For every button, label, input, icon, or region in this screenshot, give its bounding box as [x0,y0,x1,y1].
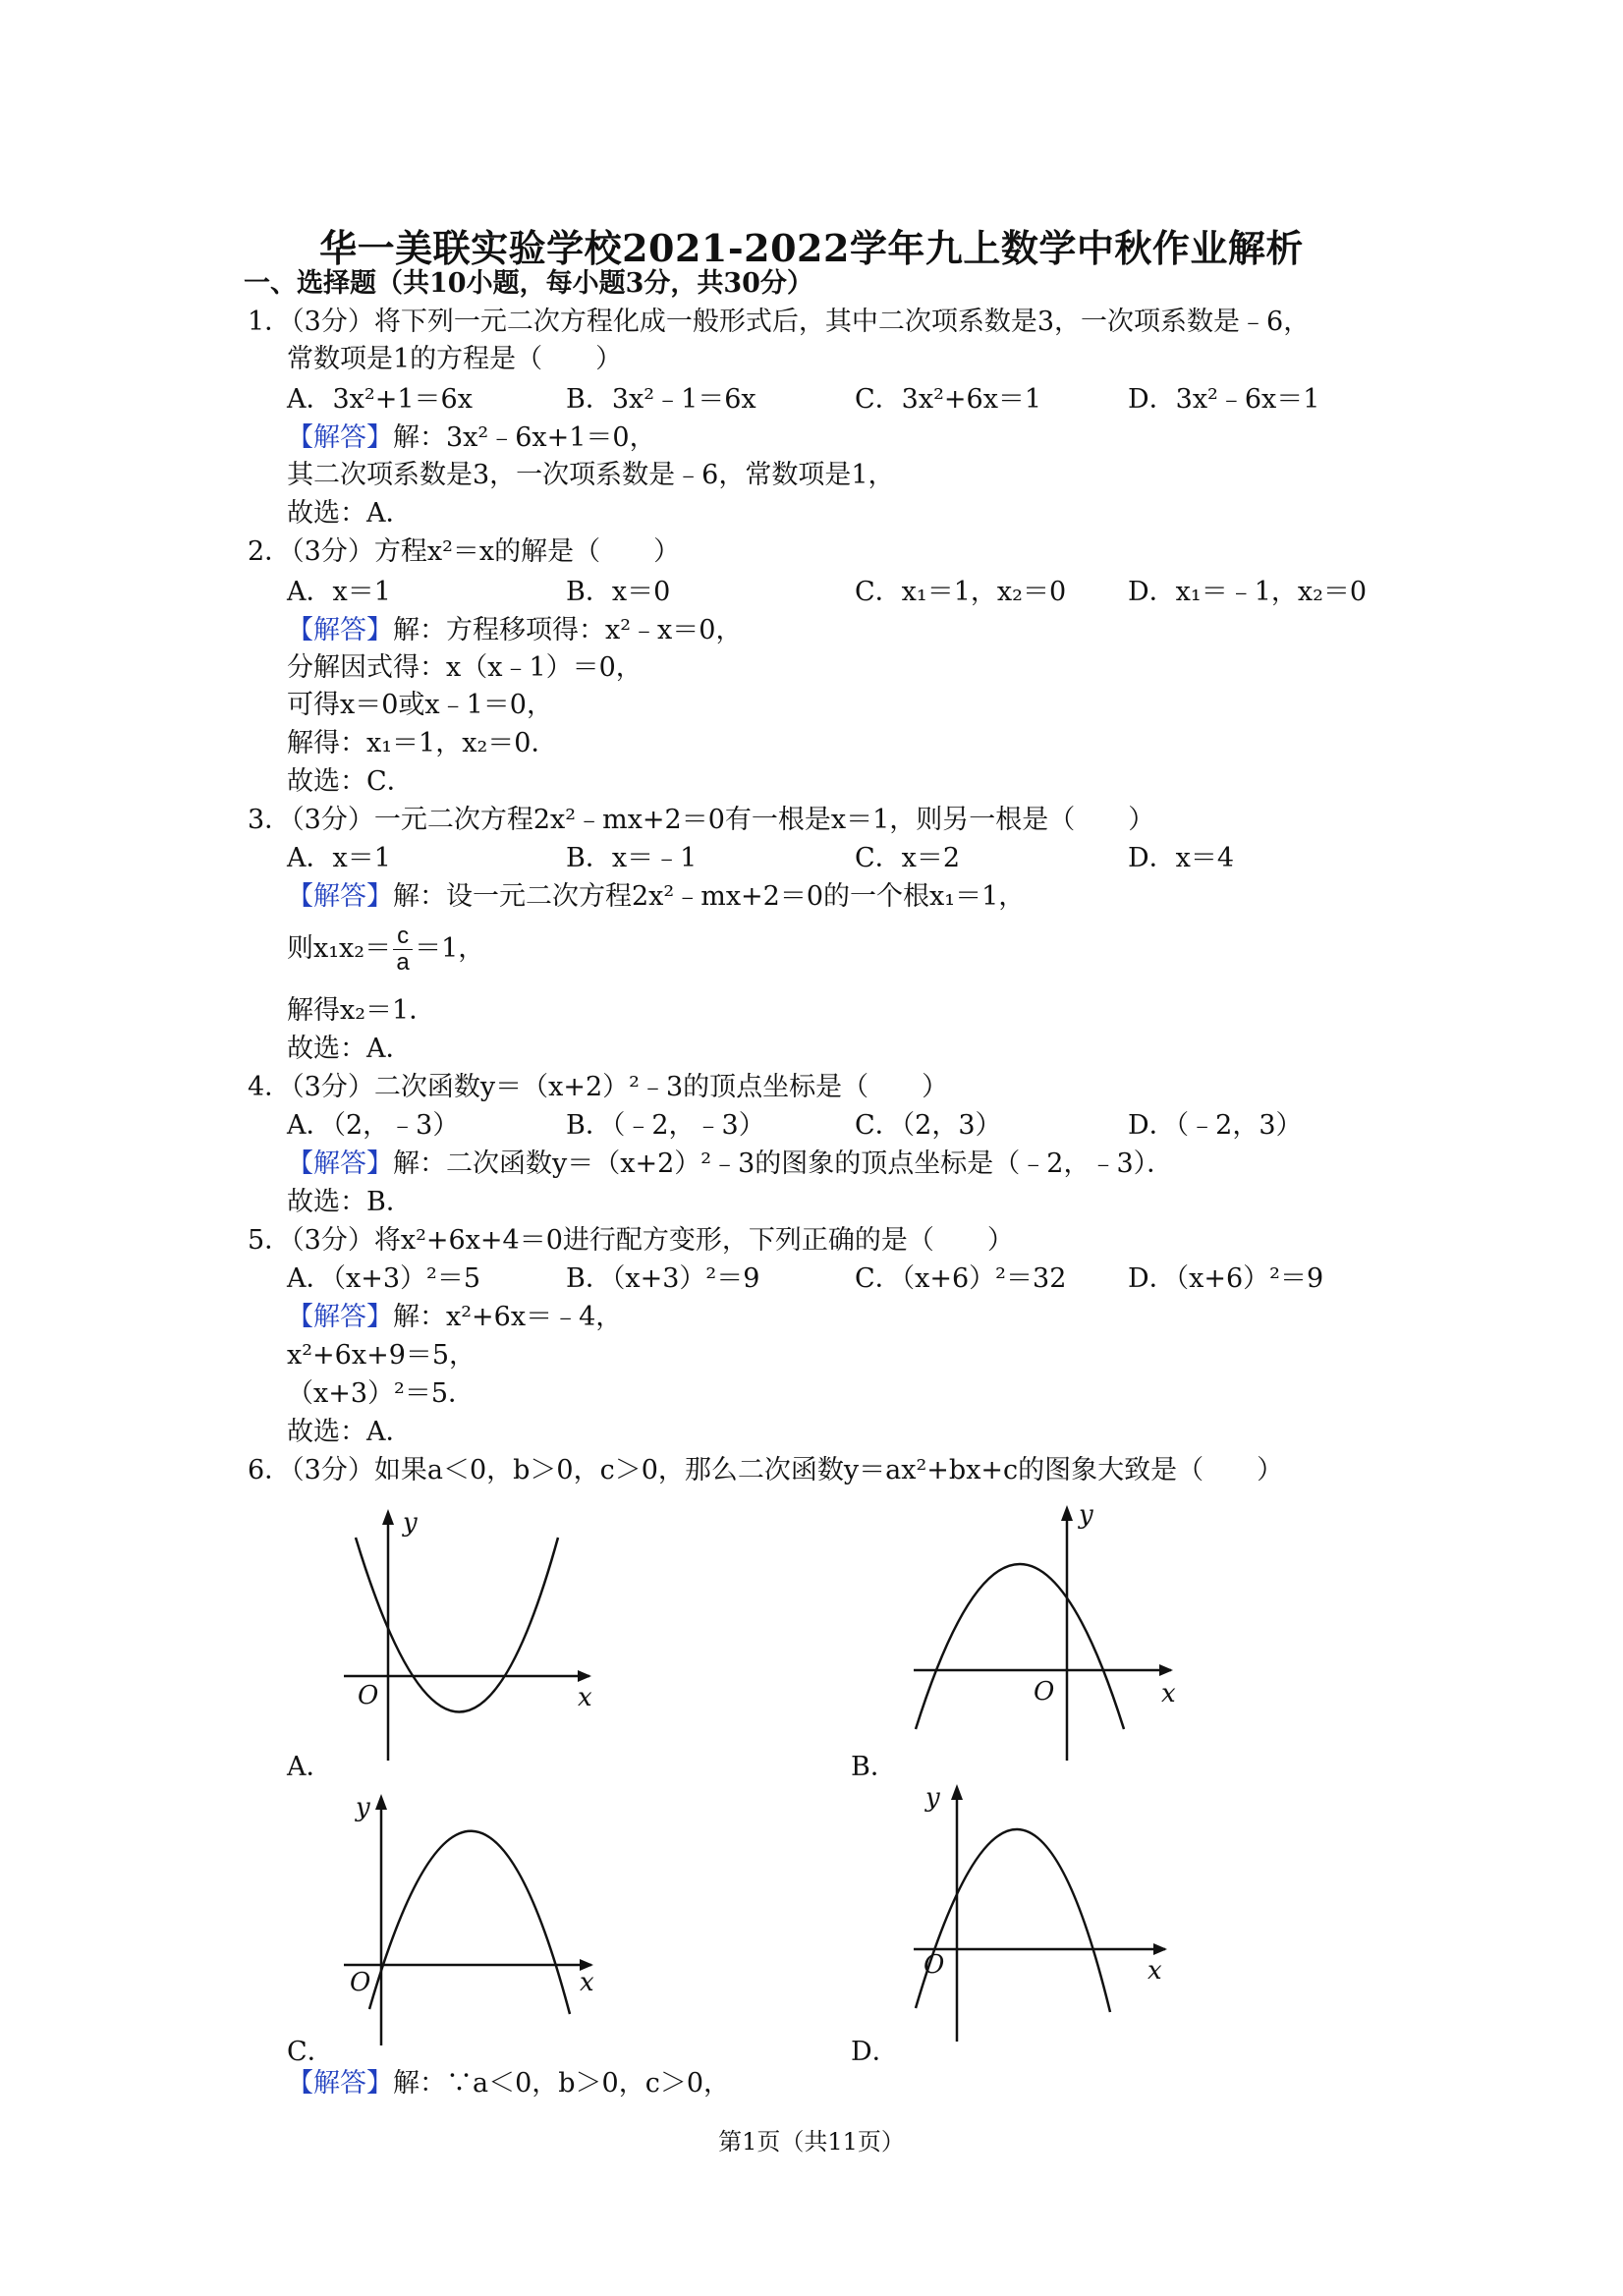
question-3-stem: 3．（3分）一元二次方程2x²﹣mx+2＝0有一根是x＝1，则另一根是（ ） [248,805,1155,835]
q5-solution-4: 故选：A． [287,1417,413,1447]
origin-label: O [1034,1677,1055,1707]
q4-option-c: C．（2，3） [855,1110,1002,1141]
q2-solution-1: 解：方程移项得：x²﹣x＝0， [393,615,743,645]
q1-solution-1: 解：3x²﹣6x+1＝0， [393,422,656,453]
q2-solution-3: 可得x＝0或x﹣1＝0， [287,690,553,720]
question-1-stem: 1．（3分）将下列一元二次方程化成一般形式后，其中二次项系数是3，一次项系数是﹣6， [248,307,1311,337]
q2-option-b: B．x＝0 [566,577,671,607]
graph-option-a [334,1503,609,1768]
q6-solution-1: 解：∵a＜0，b＞0，c＞0， [393,2068,731,2099]
fraction-c-over-a [393,924,413,976]
axis-x-label: x [580,1968,594,1997]
q2-option-a: A．x＝1 [287,577,391,607]
q3-solution-4: 故选：A． [287,1034,413,1064]
fraction-denominator: a [396,949,410,976]
graph-label-d: D． [851,2037,899,2067]
page-footer: 第1页（共11页） [718,2128,905,2156]
q5-option-d: D．（x+6）²＝9 [1128,1263,1324,1294]
question-4-stem: 4．（3分）二次函数y＝（x+2）²﹣3的顶点坐标是（ ） [248,1072,949,1102]
q1-solution-3: 故选：A． [287,498,413,529]
answer-tag: 【解答】 [287,615,393,645]
answer-tag: 【解答】 [287,1302,393,1332]
q1-option-c: C．3x²+6x＝1 [855,384,1042,415]
q5-solution-3: （x+3）²＝5． [287,1378,476,1409]
q3-option-d: D．x＝4 [1128,843,1235,873]
q4-solution-2: 故选：B． [287,1187,413,1217]
q3-option-c: C．x＝2 [855,843,961,873]
graph-option-c [334,1788,609,2053]
q4-option-a: A．（2，﹣3） [287,1110,460,1141]
q1-option-d: D．3x²﹣6x＝1 [1128,384,1320,415]
q3-option-b: B．x＝﹣1 [566,843,698,873]
answer-tag: 【解答】 [287,422,393,453]
axis-y-label: y [1079,1500,1093,1530]
q2-option-d: D．x₁＝﹣1，x₂＝0 [1128,577,1368,607]
question-5-stem: 5．（3分）将x²+6x+4＝0进行配方变形，下列正确的是（ ） [248,1225,1014,1256]
question-2-stem: 2．（3分）方程x²＝x的解是（ ） [248,536,681,567]
q4-solution-1: 解：二次函数y＝（x+2）²﹣3的图象的顶点坐标是（﹣2，﹣3）． [393,1148,1174,1179]
q1-option-b: B．3x²﹣1＝6x [566,384,756,415]
axis-y-label: y [356,1793,370,1822]
axis-y-label: y [403,1508,418,1538]
q1-option-a: A．3x²+1＝6x [287,384,473,415]
q2-solution-4: 解得：x₁＝1，x₂＝0． [287,728,558,758]
graph-label-c: C． [287,2037,334,2067]
question-1-stem-cont: 常数项是1的方程是（ ） [287,344,623,374]
q4-option-d: D．（﹣2，3） [1128,1110,1303,1141]
q3-solution-3: 解得x₂＝1． [287,995,436,1026]
q5-option-a: A．（x+3）²＝5 [287,1263,481,1294]
q1-solution-2: 其二次项系数是3，一次项系数是﹣6，常数项是1， [287,460,895,490]
q3-solution-2-post: ＝1， [415,933,485,964]
graph-option-d [904,1776,1189,2051]
origin-label: O [358,1681,379,1710]
answer-tag: 【解答】 [287,1148,393,1179]
axis-y-label: y [925,1783,940,1813]
q2-solution-2: 分解因式得：x（x﹣1）＝0， [287,652,643,683]
q5-option-c: C．（x+6）²＝32 [855,1263,1067,1294]
answer-tag: 【解答】 [287,2068,393,2099]
fraction-numerator: c [393,924,413,950]
page-title: 华一美联实验学校2021-2022学年九上数学中秋作业解析 [319,226,1304,270]
origin-label: O [923,1950,945,1980]
axis-x-label: x [1161,1679,1176,1708]
q3-option-a: A．x＝1 [287,843,391,873]
axis-x-label: x [1147,1956,1162,1986]
graph-option-b [904,1493,1189,1768]
origin-label: O [350,1968,371,1997]
graph-label-b: B． [851,1752,897,1782]
question-6-stem: 6．（3分）如果a＜0，b＞0，c＞0，那么二次函数y＝ax²+bx+c的图象大致是（ ） [248,1455,1284,1485]
answer-tag: 【解答】 [287,881,393,912]
axis-x-label: x [578,1683,592,1712]
q5-option-b: B．（x+3）²＝9 [566,1263,760,1294]
q3-solution-1: 解：设一元二次方程2x²﹣mx+2＝0的一个根x₁＝1， [393,881,1026,912]
q2-solution-5: 故选：C． [287,766,414,797]
q3-solution-2-pre: 则x₁x₂＝ [287,933,392,964]
q5-solution-2: x²+6x+9＝5， [287,1340,476,1371]
graph-label-a: A． [287,1752,333,1782]
q2-option-c: C．x₁＝1，x₂＝0 [855,577,1067,607]
q5-solution-1: 解：x²+6x＝﹣4， [393,1302,623,1332]
section-heading: 一、选择题（共10小题，每小题3分，共30分） [244,268,813,299]
q4-option-b: B．（﹣2，﹣3） [566,1110,765,1141]
